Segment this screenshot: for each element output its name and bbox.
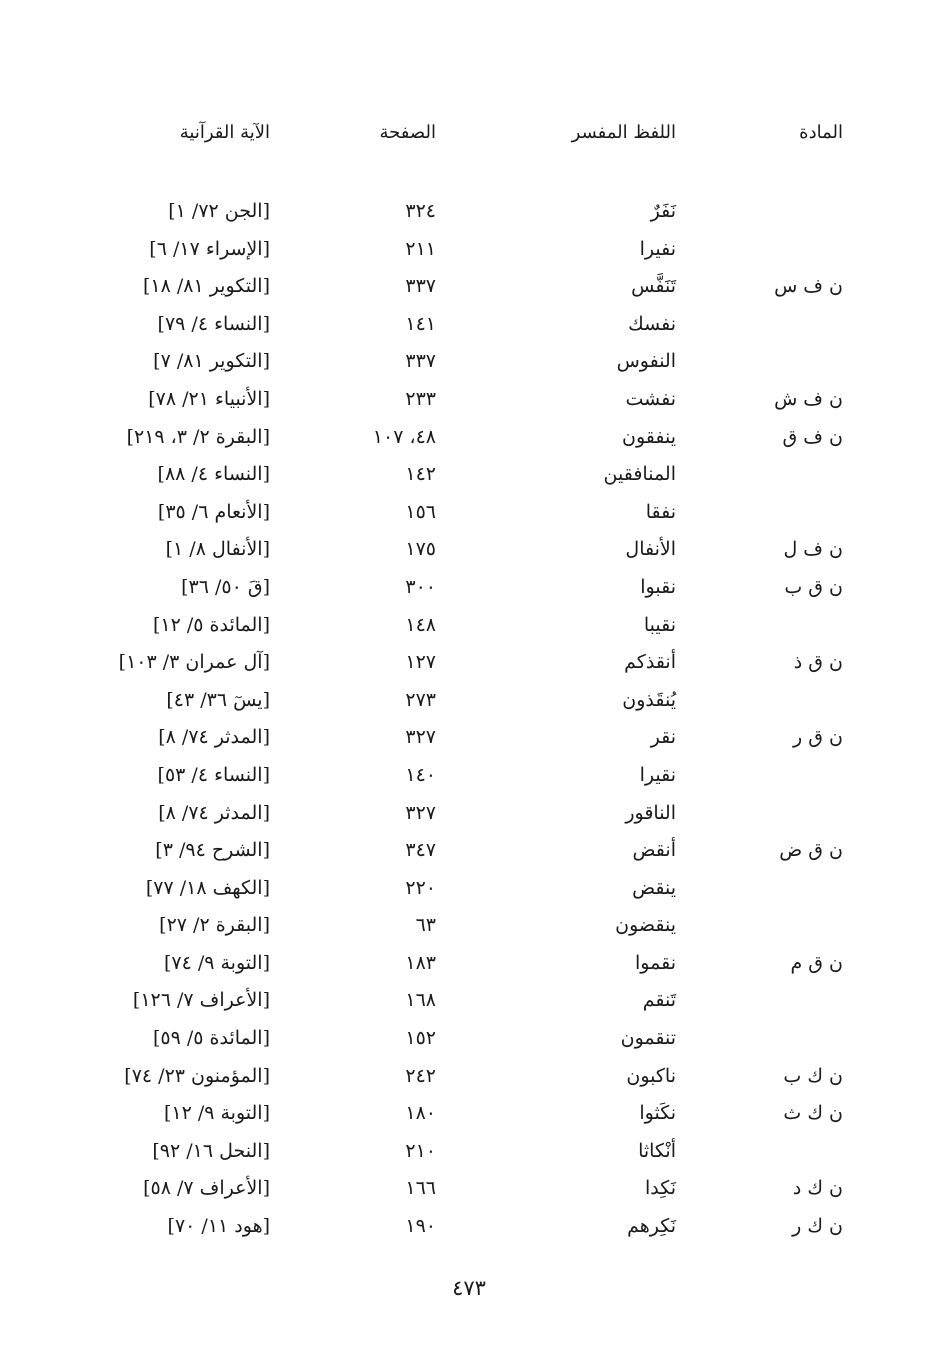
cell-page: ٣٣٧: [405, 350, 436, 373]
cell-page: ١٤٠: [405, 763, 436, 786]
cell-ayah: [النحل ١٦/ ٩٢]: [152, 1139, 270, 1162]
cell-word: نَكِدا: [644, 1177, 676, 1200]
table-row: [0, 536, 938, 574]
cell-root: ن ك ب: [783, 1064, 843, 1087]
cell-page: ٢٢٠: [405, 876, 436, 899]
cell-ayah: [الإسراء ١٧/ ٦]: [149, 237, 270, 260]
cell-ayah: [التكوير ٨١/ ٧]: [153, 350, 270, 373]
cell-word: ينقضون: [615, 914, 676, 937]
cell-page: ١٤٨: [405, 613, 436, 636]
cell-root: ن ف ق: [782, 425, 843, 448]
cell-ayah: [المدثر ٧٤/ ٨]: [158, 801, 270, 824]
cell-word: نفيرا: [639, 237, 676, 260]
table-row: [0, 1175, 938, 1213]
cell-page: ١٨٠: [405, 1102, 436, 1125]
header-ayah: الآية القرآنية: [179, 122, 270, 143]
table-body: [0, 198, 938, 1251]
table-row: [0, 987, 938, 1025]
cell-word: الناقور: [625, 801, 676, 824]
cell-word: أنقذكم: [624, 651, 676, 674]
cell-page: ٢١٠: [405, 1139, 436, 1162]
cell-word: نقيبا: [643, 613, 676, 636]
cell-page: ٣٢٧: [405, 801, 436, 824]
cell-page: ٣٢٤: [405, 200, 436, 222]
cell-word: ينقض: [632, 876, 676, 899]
cell-word: الأنفال: [625, 538, 676, 561]
cell-word: نفشت: [625, 387, 676, 410]
table-row: [0, 574, 938, 612]
cell-page: ٣٤٧: [405, 839, 436, 862]
cell-page: ٣٠٠: [405, 575, 436, 598]
cell-page: ١٩٠: [405, 1215, 436, 1238]
cell-word: نقبوا: [640, 575, 676, 598]
cell-root: ن ق ب: [784, 575, 843, 598]
cell-word: ناكبون: [626, 1064, 676, 1087]
cell-word: أنقض: [632, 839, 676, 862]
cell-ayah: [المدثر ٧٤/ ٨]: [158, 726, 270, 749]
cell-page: ٣٣٧: [405, 275, 436, 298]
table-row: [0, 236, 938, 274]
cell-page: ٦٣: [415, 914, 436, 937]
cell-root: ن ق ر: [793, 726, 843, 749]
cell-page: ٤٨، ١٠٧: [372, 425, 436, 448]
cell-ayah: [الكهف ١٨/ ٧٧]: [145, 876, 270, 899]
table-row: [0, 837, 938, 875]
cell-ayah: [الأعراف ٧/ ١٢٦]: [132, 989, 270, 1012]
cell-word: نَكِرهم: [627, 1215, 676, 1238]
cell-page: ١٤٢: [405, 463, 436, 486]
table-row: [0, 424, 938, 462]
table-row: [0, 311, 938, 349]
table-row: [0, 1100, 938, 1138]
cell-word: تَنقم: [642, 989, 676, 1012]
cell-ayah: [المائدة ٥/ ١٢]: [152, 613, 270, 636]
cell-word: نقر: [650, 726, 676, 749]
table-row: [0, 386, 938, 424]
cell-ayah: [الجن ٧٢/ ١]: [168, 200, 270, 222]
cell-word: يُنقَذون: [622, 688, 676, 711]
table-row: [0, 1025, 938, 1063]
cell-ayah: [الشرح ٩٤/ ٣]: [155, 839, 270, 862]
cell-page: ٢٣٣: [405, 387, 436, 410]
cell-page: ٢٧٣: [405, 688, 436, 711]
cell-word: أنْكاثا: [638, 1139, 676, 1162]
header-root: المادة: [799, 122, 843, 143]
cell-page: ١٢٧: [405, 651, 436, 674]
cell-page: ١٥٦: [405, 500, 436, 523]
cell-root: ن ك ث: [783, 1102, 843, 1125]
cell-ayah: [هود ١١/ ٧٠]: [167, 1215, 270, 1238]
cell-page: ١٤١: [405, 312, 436, 335]
cell-word: نفسك: [628, 312, 676, 335]
cell-root: ن ف ش: [774, 387, 843, 410]
cell-word: نقموا: [635, 951, 676, 974]
header-page: الصفحة: [379, 122, 436, 143]
cell-word: نقيرا: [639, 763, 676, 786]
table-row: [0, 687, 938, 725]
cell-ayah: [التكوير ٨١/ ١٨]: [142, 275, 270, 298]
cell-word: ينفقون: [621, 425, 676, 448]
table-row: [0, 499, 938, 537]
cell-page: ١٦٦: [405, 1177, 436, 1200]
cell-page: ١٧٥: [405, 538, 436, 561]
cell-root: ن ف ل: [783, 538, 843, 561]
table-row: [0, 649, 938, 687]
cell-ayah: [الأنفال ٨/ ١]: [165, 538, 270, 561]
cell-page: ٣٢٧: [405, 726, 436, 749]
cell-ayah: [التوبة ٩/ ٧٤]: [163, 951, 270, 974]
cell-word: تنقمون: [620, 1027, 676, 1050]
cell-page: ٢١١: [405, 237, 436, 260]
cell-root: ن ق م: [790, 951, 843, 974]
table-row: [0, 800, 938, 838]
page-number: ٤٧٣: [452, 1276, 486, 1300]
cell-word: نفقا: [645, 500, 676, 523]
table-row: [0, 912, 938, 950]
cell-ayah: [النساء ٤/ ٨٨]: [157, 463, 270, 486]
table-row: [0, 1213, 938, 1251]
header-word: اللفظ المفسر: [571, 122, 676, 143]
cell-ayah: [التوبة ٩/ ١٢]: [163, 1102, 270, 1125]
cell-ayah: [آل عمران ٣/ ١٠٣]: [118, 651, 270, 674]
table-row: [0, 762, 938, 800]
table-row: [0, 273, 938, 311]
cell-ayah: [النساء ٤/ ٥٣]: [157, 763, 270, 786]
cell-root: ن ف س: [774, 275, 843, 298]
table-row: [0, 950, 938, 988]
cell-ayah: [الأعراف ٧/ ٥٨]: [143, 1177, 270, 1200]
table-row: [0, 348, 938, 386]
table-row: [0, 1063, 938, 1101]
cell-word: النفوس: [616, 350, 676, 373]
cell-ayah: [المؤمنون ٢٣/ ٧٤]: [124, 1064, 270, 1087]
cell-word: تَنَفَّس: [631, 275, 676, 298]
table-row: [0, 875, 938, 913]
cell-ayah: [البقرة ٢/ ٢٧]: [159, 914, 270, 937]
table-row: [0, 724, 938, 762]
cell-root: ن ك د: [792, 1177, 843, 1200]
cell-root: ن ك ر: [792, 1215, 843, 1238]
cell-ayah: [الأنبياء ٢١/ ٧٨]: [148, 387, 270, 410]
cell-page: ٢٤٢: [405, 1064, 436, 1087]
cell-ayah: [البقرة ٢/ ٣، ٢١٩]: [126, 425, 270, 448]
cell-ayah: [المائدة ٥/ ٥٩]: [152, 1027, 270, 1050]
cell-page: ١٥٢: [405, 1027, 436, 1050]
table-row: [0, 198, 938, 236]
table-row: [0, 1138, 938, 1176]
cell-ayah: [قَ ٥٠/ ٣٦]: [181, 575, 270, 598]
cell-word: المنافقين: [603, 463, 676, 486]
cell-word: نكَثوا: [639, 1102, 676, 1125]
cell-page: ١٦٨: [405, 989, 436, 1012]
cell-word: نَفَرٌ: [650, 200, 676, 222]
table-row: [0, 612, 938, 650]
cell-page: ١٨٣: [405, 951, 436, 974]
table-row: [0, 461, 938, 499]
cell-ayah: [الأنعام ٦/ ٣٥]: [157, 500, 270, 523]
cell-ayah: [النساء ٤/ ٧٩]: [157, 312, 270, 335]
cell-root: ن ق ذ: [793, 651, 843, 674]
cell-root: ن ق ض: [779, 839, 843, 862]
cell-ayah: [يسٓ ٣٦/ ٤٣]: [166, 688, 270, 711]
